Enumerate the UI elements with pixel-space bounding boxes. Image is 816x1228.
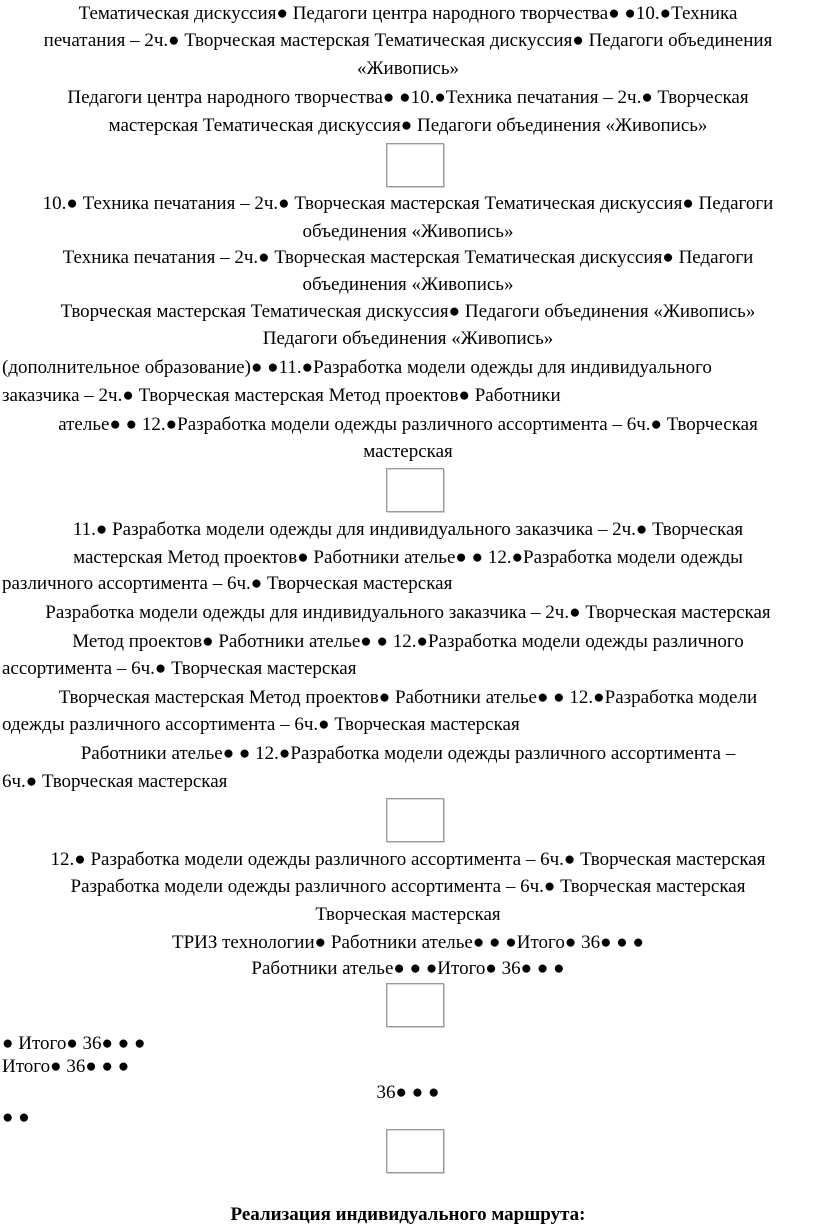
text-line: мастерская (363, 441, 453, 462)
text-line: Тематическая дискуссия● Педагоги центра народного творчества● ●10.●Техника (78, 3, 738, 24)
text-line: 11.● Разработка модели одежды для индивидуального заказчика – 2ч.● Творческая (72, 519, 744, 540)
image-placeholder (386, 983, 444, 1027)
text-line: объединения «Живопись» (302, 221, 514, 242)
text-line: объединения «Живопись» (302, 274, 514, 295)
text-line: одежды различного ассортимента – 6ч.● Творческая мастерская (2, 714, 520, 735)
text-line: Творческая мастерская Метод проектов● Работники ателье● ● 12.●Разработка модели (58, 687, 758, 708)
text-line: Творческая мастерская Тематическая дискуссия● Педагоги объединения «Живопись» (60, 301, 756, 322)
section-heading: Реализация индивидуального маршрута: (230, 1204, 586, 1225)
text-line: Техника печатания – 2ч.● Творческая мастерская Тематическая дискуссия● Педагоги (62, 247, 754, 268)
image-placeholder (386, 1129, 444, 1173)
text-line: 36● ● ● (376, 1082, 440, 1103)
text-line: 10.● Техника печатания – 2ч.● Творческая мастерская Тематическая дискуссия● Педагоги (42, 193, 774, 214)
text-line: «Живопись» (357, 58, 459, 79)
text-line: Разработка модели одежды различного ассортимента – 6ч.● Творческая мастерская (70, 876, 746, 897)
text-line: ● ● (2, 1107, 30, 1128)
text-line: различного ассортимента – 6ч.● Творческая мастерская (2, 573, 453, 594)
text-line: ассортимента – 6ч.● Творческая мастерская (2, 658, 357, 679)
text-line: ● Итого● 36● ● ● (2, 1033, 146, 1054)
text-line: 6ч.● Творческая мастерская (2, 771, 228, 792)
image-placeholder (386, 798, 444, 842)
text-line: ателье● ● 12.●Разработка модели одежды различного ассортимента – 6ч.● Творческая (58, 414, 758, 435)
text-line: Разработка модели одежды для индивидуального заказчика – 2ч.● Творческая мастерская (45, 602, 771, 623)
image-placeholder (386, 468, 444, 512)
text-line: заказчика – 2ч.● Творческая мастерская Метод проектов● Работники (2, 385, 561, 406)
text-line: мастерская Тематическая дискуссия● Педагоги объединения «Живопись» (108, 115, 708, 136)
text-line: (дополнительное образование)● ●11.●Разработка модели одежды для индивидуального (2, 357, 712, 378)
text-line: Работники ателье● ● ●Итого● 36● ● ● (251, 958, 565, 979)
text-line: Метод проектов● Работники ателье● ● 12.●Разработка модели одежды различного (72, 631, 744, 652)
image-placeholder (386, 143, 444, 187)
text-line: Творческая мастерская (315, 904, 501, 925)
text-line: Педагоги объединения «Живопись» (262, 328, 554, 349)
text-line: мастерская Метод проектов● Работники ателье● ● 12.●Разработка модели одежды (73, 547, 743, 568)
text-line: Педагоги центра народного творчества● ●10.●Техника печатания – 2ч.● Творческая (67, 87, 749, 108)
text-line: 12.● Разработка модели одежды различного ассортимента – 6ч.● Творческая мастерская (50, 849, 766, 870)
text-line: Итого● 36● ● ● (2, 1056, 130, 1077)
text-line: Работники ателье● ● 12.●Разработка модели одежды различного ассортимента – (80, 743, 736, 764)
text-line: ТРИЗ технологии● Работники ателье● ● ●Итого● 36● ● ● (171, 932, 645, 953)
text-line: печатания – 2ч.● Творческая мастерская Тематическая дискуссия● Педагоги объединения (43, 30, 773, 51)
